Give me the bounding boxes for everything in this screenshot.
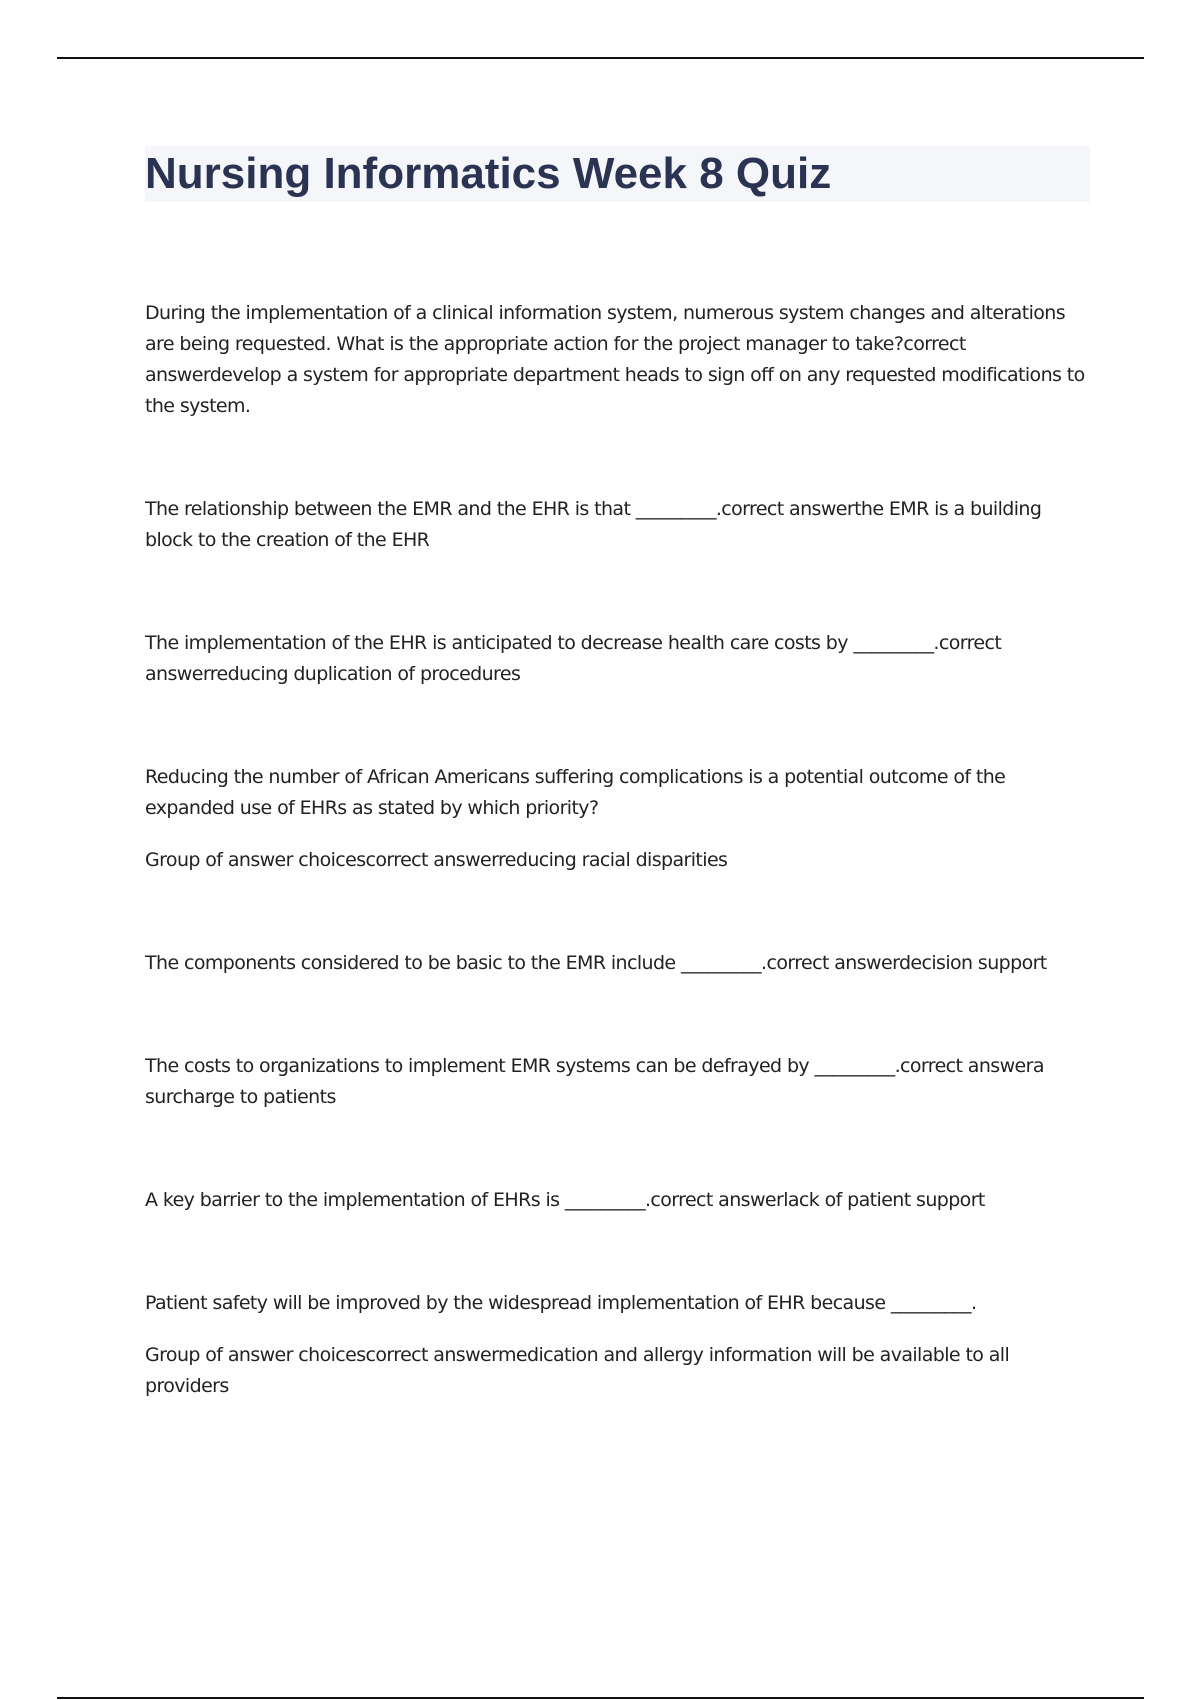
qa-text: The implementation of the EHR is anticipated to decrease health care costs by _________.correct answerreducing duplication of procedures [145, 632, 1002, 685]
qa-item-6 [145, 1051, 1090, 1113]
qa-text: During the implementation of a clinical information system, numerous system changes and alterations are being requested. What is the appropriate action for the project manager to take?correct answerdevelop a system for appropriate department heads to sign off on any requested modifications to the system. [145, 302, 1085, 417]
qa-item-1 [145, 298, 1090, 422]
qa-text: The components considered to be basic to the EMR include _________.correct answerdecision support [145, 952, 1047, 974]
qa-text: The relationship between the EMR and the EHR is that _________.correct answerthe EMR is a building block to the creation of the EHR [145, 498, 1042, 551]
qa-item-4 [145, 762, 1090, 876]
qa-question-text: Patient safety will be improved by the widespread implementation of EHR because _________. [145, 1292, 977, 1314]
qa-question-text: Reducing the number of African Americans suffering complications is a potential outcome of the expanded use of EHRs as stated by which priority? [145, 766, 1006, 819]
qa-item-7 [145, 1185, 1090, 1216]
qa-answer-text: Group of answer choicescorrect answerreducing racial disparities [145, 849, 728, 871]
document-body [145, 146, 1090, 1402]
qa-item-5 [145, 948, 1090, 979]
title-band [145, 146, 1090, 202]
qa-item-2 [145, 494, 1090, 556]
document-title: Nursing Informatics Week 8 Quiz [145, 149, 832, 198]
qa-text: A key barrier to the implementation of EHRs is _________.correct answerlack of patient support [145, 1189, 985, 1211]
qa-text: The costs to organizations to implement EMR systems can be defrayed by _________.correct answera surcharge to patients [145, 1055, 1044, 1108]
qa-item-3 [145, 628, 1090, 690]
qa-answer-text: Group of answer choicescorrect answermedication and allergy information will be available to all providers [145, 1344, 1010, 1397]
qa-item-8 [145, 1288, 1090, 1402]
bottom-divider [57, 1697, 1144, 1699]
top-divider [57, 57, 1144, 59]
